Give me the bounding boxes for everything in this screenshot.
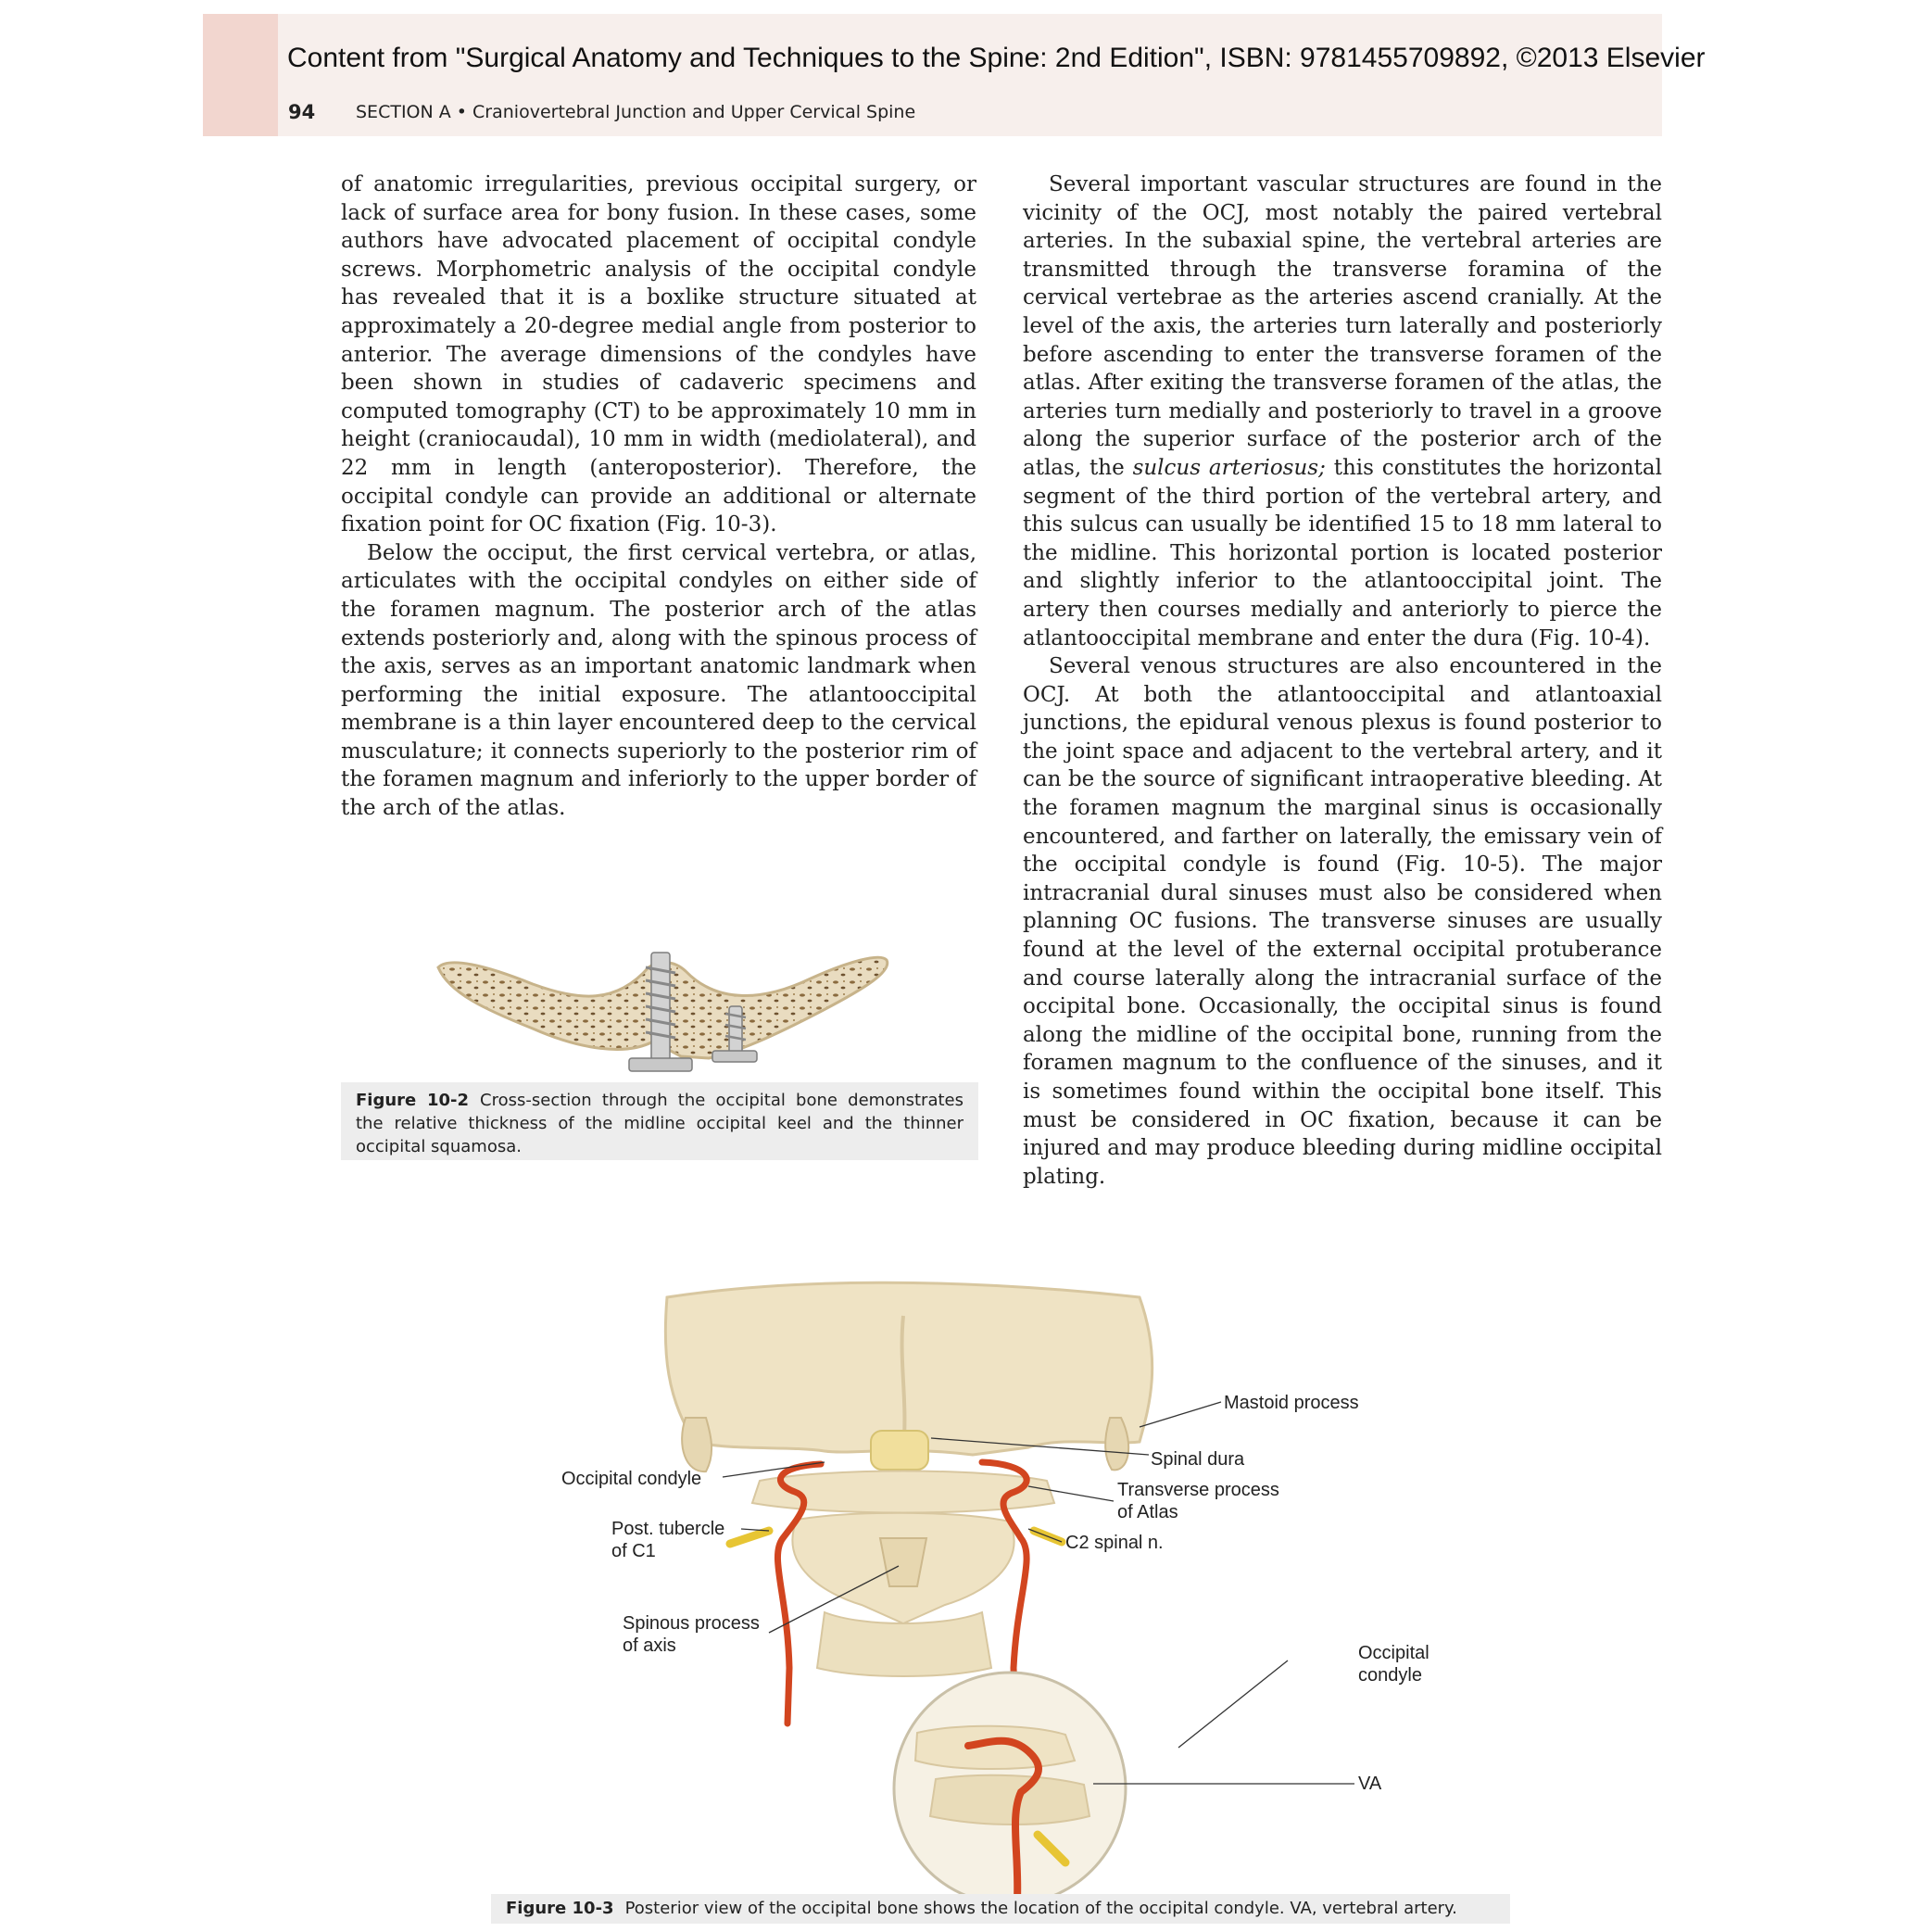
label-inset-condyle-line-2: condyle	[1358, 1665, 1422, 1686]
figure-10-3-caption-text: Posterior view of the occipital bone shows the location of the occipital condyle. VA, vertebral artery.	[624, 1899, 1457, 1918]
label-va: VA	[1358, 1774, 1382, 1794]
source-banner: Content from "Surgical Anatomy and Techniques to the Spine: 2nd Edition", ISBN: 9781455709892, ©2013 Elsevier	[287, 43, 1706, 73]
left-paragraph-1: of anatomic irregularities, previous occipital surgery, or lack of surface area for bony fusion. In these cases, some authors have advocated placement of occipital condyle screws. Morphometric analysis of the occipital condyle has revealed that it is a boxlike structure situated at approximately a 20-degree medial angle from posterior to anterior. The average dimensions of the condyles have been shown in studies of cadaveric specimens and computed tomography (CT) to be approximately 10 mm in height (craniocaudal), 10 mm in width (mediolateral), and 22 mm in length (anteroposterior). Therefore, the occipital condyle can provide an additional or alternate fixation point for OC fixation (Fig. 10-3).	[341, 172, 976, 537]
right-paragraph-1-start: Several important vascular structures are found in the vicinity of the OCJ, most notably the paired vertebral arteries. In the subaxial spine, the vertebral arteries are transmitted through the transverse foramina of the cervical vertebrae as the arteries ascend cranially. At the level of the axis, the arteries turn laterally and posteriorly before ascending to enter the transverse foramen of the atlas. After exiting the transverse foramen of the atlas, the arteries turn medially and posteriorly to travel in a groove along the superior surface of the posterior arch of the atlas, the	[1023, 172, 1662, 480]
label-post-tubercle-line-1: Post. tubercle	[611, 1519, 725, 1539]
figure-10-2-caption	[341, 1082, 978, 1160]
left-paragraph-2: Below the occiput, the first cervical vertebra, or atlas, articulates with the occipital condyles on either side of the foramen magnum. The posterior arch of the atlas extends posteriorly and, along with the spinous process of the axis, serves as an important anatomic landmark when performing the initial exposure. The atlantooccipital membrane is a thin layer encountered deep to the cervical musculature; it connects superiorly to the posterior rim of the foramen magnum and inferiorly to the upper border of the arch of the atlas.	[341, 540, 976, 821]
figure-10-2-illustration	[431, 940, 894, 1079]
label-post-tubercle-line-2: of C1	[611, 1541, 656, 1561]
figure-10-3-label: Figure 10-3	[506, 1899, 614, 1918]
label-c2-spinal-nerve: C2 spinal n.	[1065, 1533, 1164, 1553]
left-column	[341, 170, 976, 823]
label-transverse-process-line-2: of Atlas	[1117, 1502, 1178, 1522]
label-occipital-condyle: Occipital condyle	[561, 1469, 702, 1489]
spinal-dura	[871, 1431, 928, 1470]
figure-10-2-caption-text: Cross-section through the occipital bone demonstrates the relative thickness of the midline occipital keel and the thinner occipital squamosa.	[356, 1091, 964, 1156]
right-paragraph-1-end: this constitutes the horizontal segment of the third portion of the vertebral artery, and this sulcus can usually be identified 15 to 18 mm lateral to the midline. This horizontal portion is located posterior and slightly inferior to the atlantooccipital joint. The artery then courses medially and anteriorly to pierce the atlantooccipital membrane and enter the dura (Fig. 10-4).	[1023, 455, 1662, 650]
right-mastoid-process	[1105, 1418, 1128, 1470]
label-inset-occipital-line-1: Occipital	[1358, 1643, 1430, 1663]
right-paragraph-1	[1023, 170, 1662, 652]
spinous-process	[880, 1538, 926, 1586]
right-paragraph-2: Several venous structures are also encountered in the OCJ. At both the atlantooccipital and atlantoaxial junctions, the epidural venous plexus is found posterior to the joint space and adjacent to the vertebral artery, and it can be the source of significant intraoperative bleeding. At the foramen magnum the marginal sinus is occasionally encountered, and farther on laterally, the emissary vein of the occipital condyle is found (Fig. 10-5). The major intracranial dural sinuses must also be considered when planning OC fusions. The transverse sinuses are usually found at the level of the external occipital protuberance and course laterally along the intracranial surface of the occipital bone. Occasionally, the occipital sinus is found along the midline of the occipital bone, running from the foramen magnum to the confluence of the sinuses, and it is sometimes found within the occipital bone itself. This must be considered in OC fixation, because it can be injured and may produce bleeding during midline occipital plating.	[1023, 654, 1662, 1189]
header-tab	[203, 14, 278, 136]
page-number: 94	[288, 101, 316, 123]
right-column	[1023, 170, 1662, 1191]
left-mastoid-process	[682, 1418, 712, 1471]
sulcus-arteriosus-term: sulcus arteriosus;	[1132, 455, 1326, 480]
figure-10-2-label: Figure 10-2	[356, 1091, 470, 1110]
occipital-bone	[665, 1282, 1152, 1455]
left-c2-spinal-nerve	[730, 1531, 769, 1544]
running-head: SECTION A • Craniovertebral Junction and Upper Cervical Spine	[356, 102, 916, 122]
label-spinous-process-line-1: Spinous process	[623, 1613, 760, 1634]
label-spinous-process-line-2: of axis	[623, 1635, 676, 1656]
figure-10-3-caption	[491, 1894, 1510, 1924]
figure-10-3-illustration	[547, 1260, 1473, 1927]
label-spinal-dura: Spinal dura	[1151, 1449, 1245, 1470]
label-transverse-process-line-1: Transverse process	[1117, 1480, 1279, 1500]
label-mastoid-process: Mastoid process	[1224, 1393, 1359, 1413]
